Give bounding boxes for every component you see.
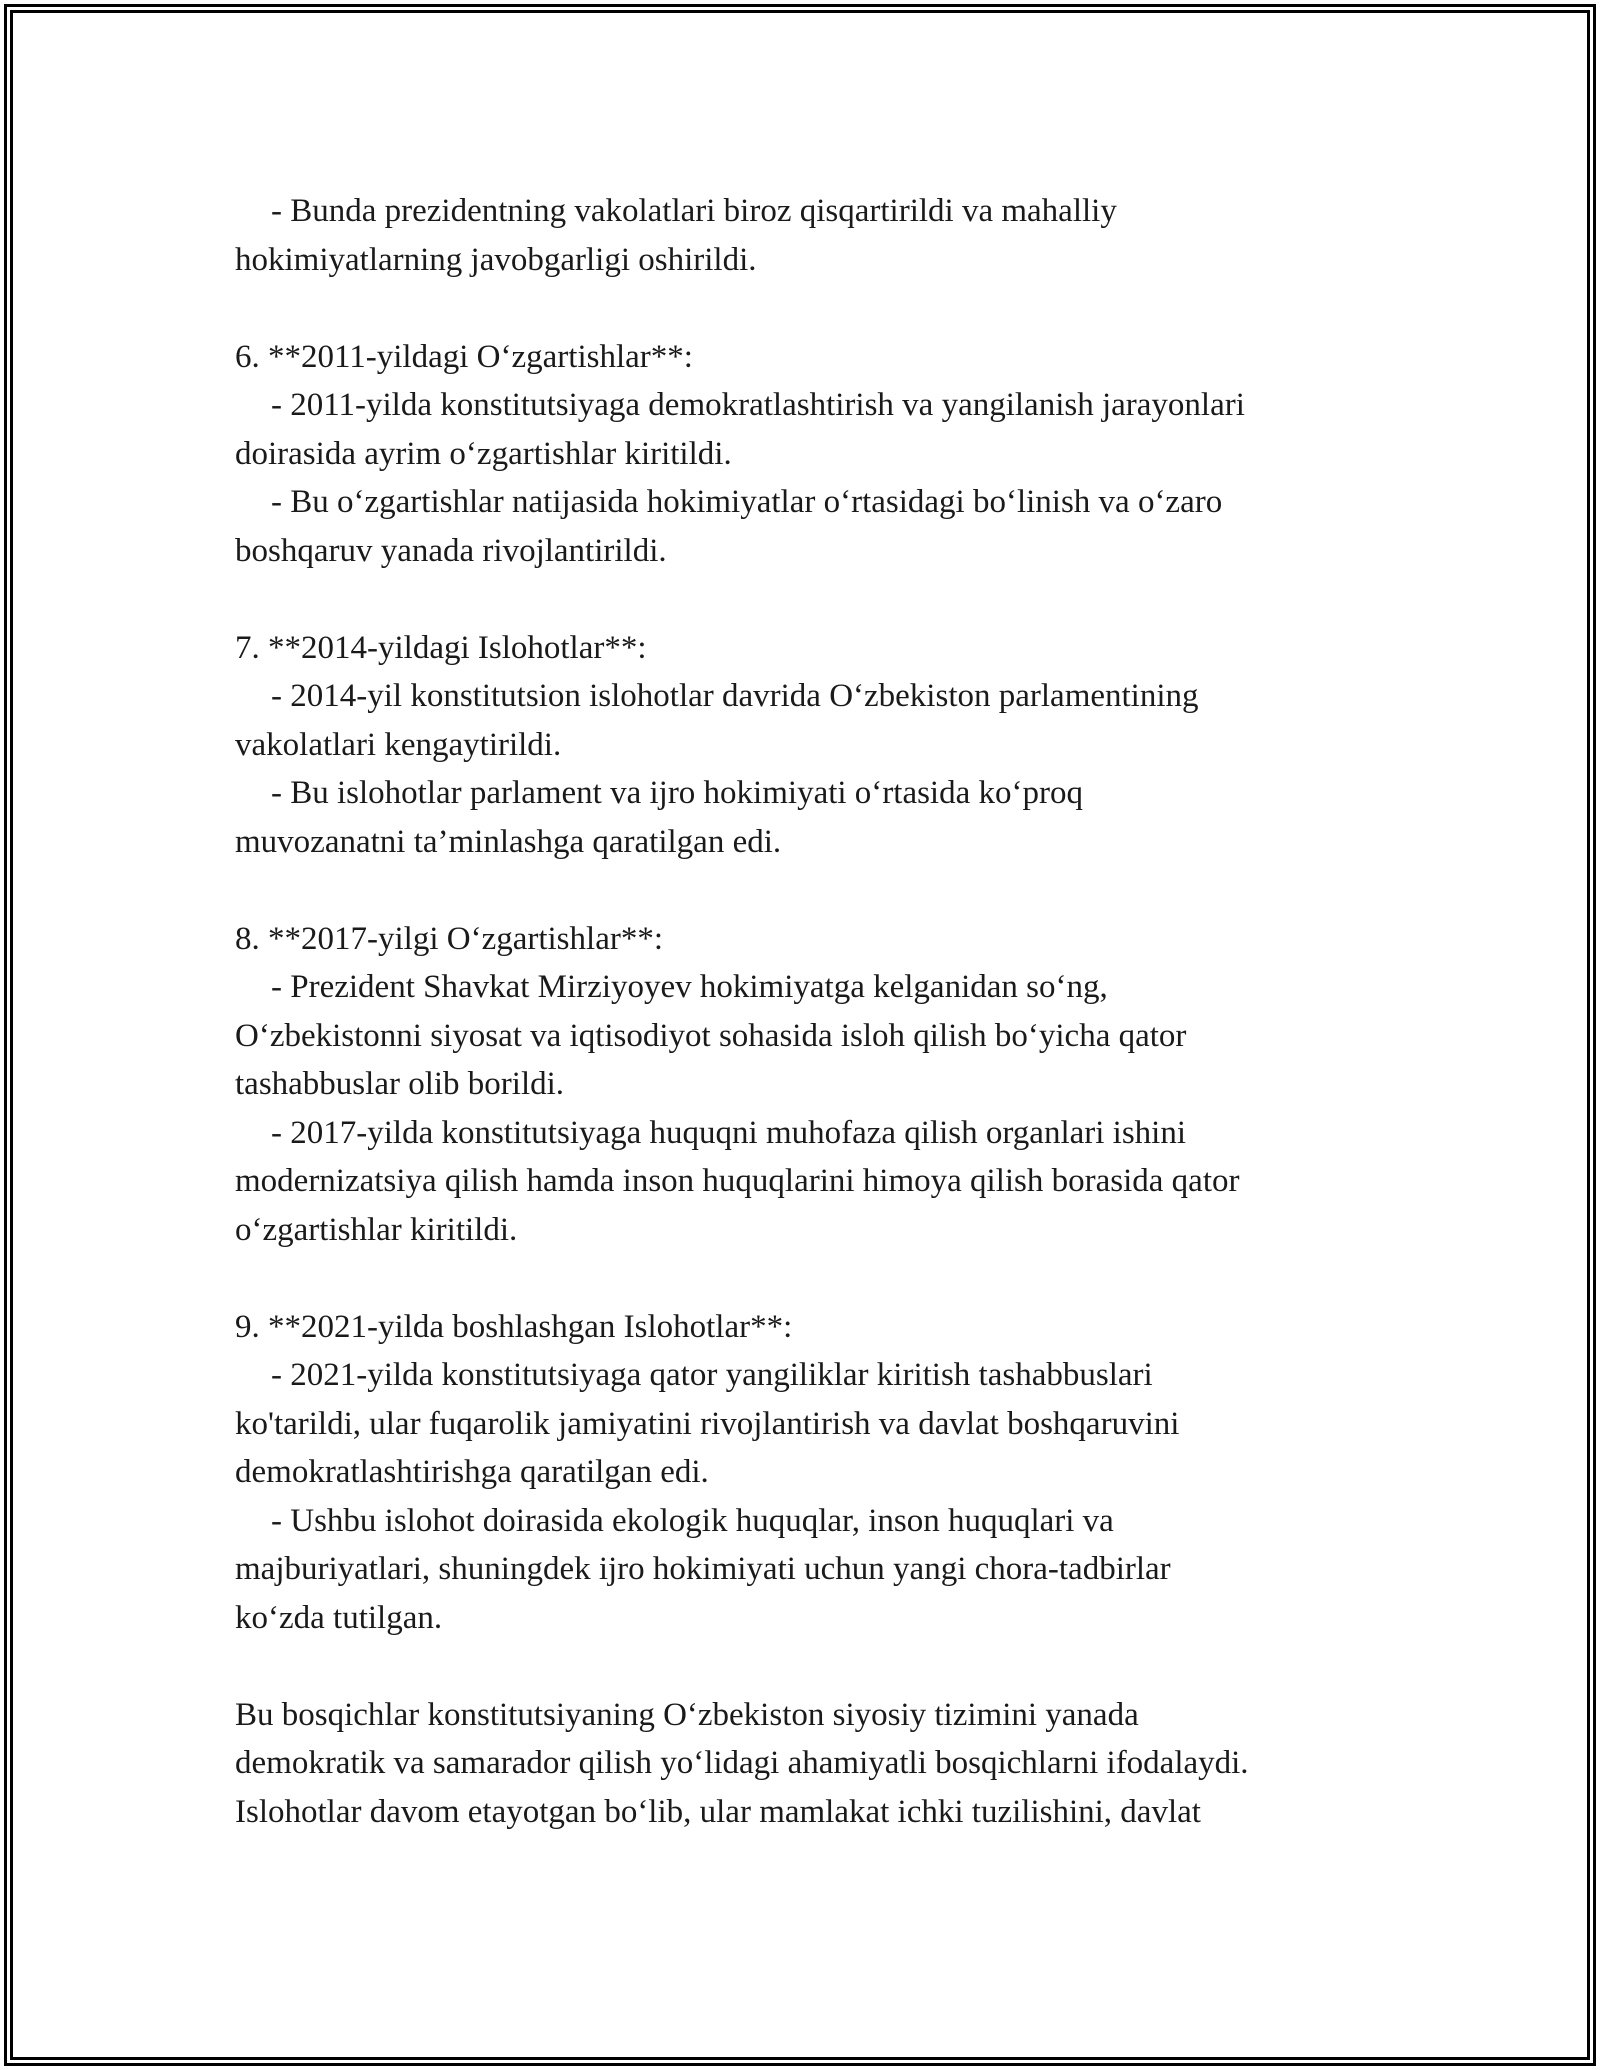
text-line: - Bu o‘zgartishlar natijasida hokimiyatlar o‘rtasidagi bo‘linish va o‘zaro bbox=[271, 484, 1223, 520]
blank-line bbox=[235, 575, 1415, 624]
text-line: hokimiyatlarning javobgarligi oshirildi. bbox=[235, 241, 757, 278]
text-line: muvozanatni ta’minlashga qaratilgan edi. bbox=[235, 823, 782, 860]
text-line: - 2011-yilda konstitutsiyaga demokratlashtirish va yangilanish jarayonlari bbox=[271, 387, 1245, 423]
blank-line bbox=[235, 1254, 1415, 1303]
section-heading-2017: 8. **2017-yilgi O‘zgartishlar**: bbox=[235, 920, 664, 957]
text-line: demokratlashtirishga qaratilgan edi. bbox=[235, 1454, 709, 1490]
text-line: - 2021-yilda konstitutsiyaga qator yangiliklar kiritish tashabbuslari bbox=[271, 1357, 1153, 1393]
text-line: modernizatsiya qilish hamda inson huquqlarini himoya qilish borasida qator bbox=[235, 1163, 1240, 1199]
text-line: majburiyatlari, shuningdek ijro hokimiyati uchun yangi chora-tadbirlar bbox=[235, 1551, 1171, 1587]
text-line: ko'tarildi, ular fuqarolik jamiyatini rivojlantirish va davlat boshqaruvini bbox=[235, 1405, 1180, 1442]
text-line: o‘zgartishlar kiritildi. bbox=[235, 1211, 518, 1248]
text-line: ko‘zda tutilgan. bbox=[235, 1599, 443, 1636]
text-line: vakolatlari kengaytirildi. bbox=[235, 726, 562, 763]
text-line: - Prezident Shavkat Mirziyoyev hokimiyatga kelganidan so‘ng, bbox=[271, 969, 1108, 1005]
text-line: - Bunda prezidentning vakolatlari biroz qisqartirildi va mahalliy bbox=[271, 193, 1117, 229]
section-heading-2014: 7. **2014-yildagi Islohotlar**: bbox=[235, 629, 647, 666]
text-line: O‘zbekistonni siyosat va iqtisodiyot sohasida isloh qilish bo‘yicha qator bbox=[235, 1017, 1187, 1054]
text-line: - 2014-yil konstitutsion islohotlar davrida O‘zbekiston parlamentining bbox=[271, 678, 1199, 714]
blank-line bbox=[235, 1642, 1415, 1691]
text-line: - 2017-yilda konstitutsiyaga huquqni muhofaza qilish organlari ishini bbox=[271, 1114, 1187, 1151]
document-body bbox=[235, 187, 1415, 1836]
text-line: boshqaruv yanada rivojlantirildi. bbox=[235, 532, 667, 569]
section-heading-2011: 6. **2011-yildagi O‘zgartishlar**: bbox=[235, 338, 693, 375]
conclusion-line: demokratik va samarador qilish yo‘lidagi ahamiyatli bosqichlarni ifodalaydi. bbox=[235, 1745, 1249, 1781]
blank-line bbox=[235, 284, 1415, 333]
conclusion-line: Islohotlar davom etayotgan bo‘lib, ular mamlakat ichki tuzilishini, davlat bbox=[235, 1793, 1201, 1830]
section-heading-2021: 9. **2021-yilda boshlashgan Islohotlar**: bbox=[235, 1308, 793, 1345]
conclusion-line: Bu bosqichlar konstitutsiyaning O‘zbekiston siyosiy tizimini yanada bbox=[235, 1696, 1139, 1733]
text-line: - Bu islohotlar parlament va ijro hokimiyati o‘rtasida ko‘proq bbox=[271, 775, 1083, 811]
blank-line bbox=[235, 866, 1415, 915]
text-line: doirasida ayrim o‘zgartishlar kiritildi. bbox=[235, 435, 732, 472]
text-line: tashabbuslar olib borildi. bbox=[235, 1066, 565, 1102]
text-line: - Ushbu islohot doirasida ekologik huquqlar, inson huquqlari va bbox=[271, 1502, 1114, 1539]
